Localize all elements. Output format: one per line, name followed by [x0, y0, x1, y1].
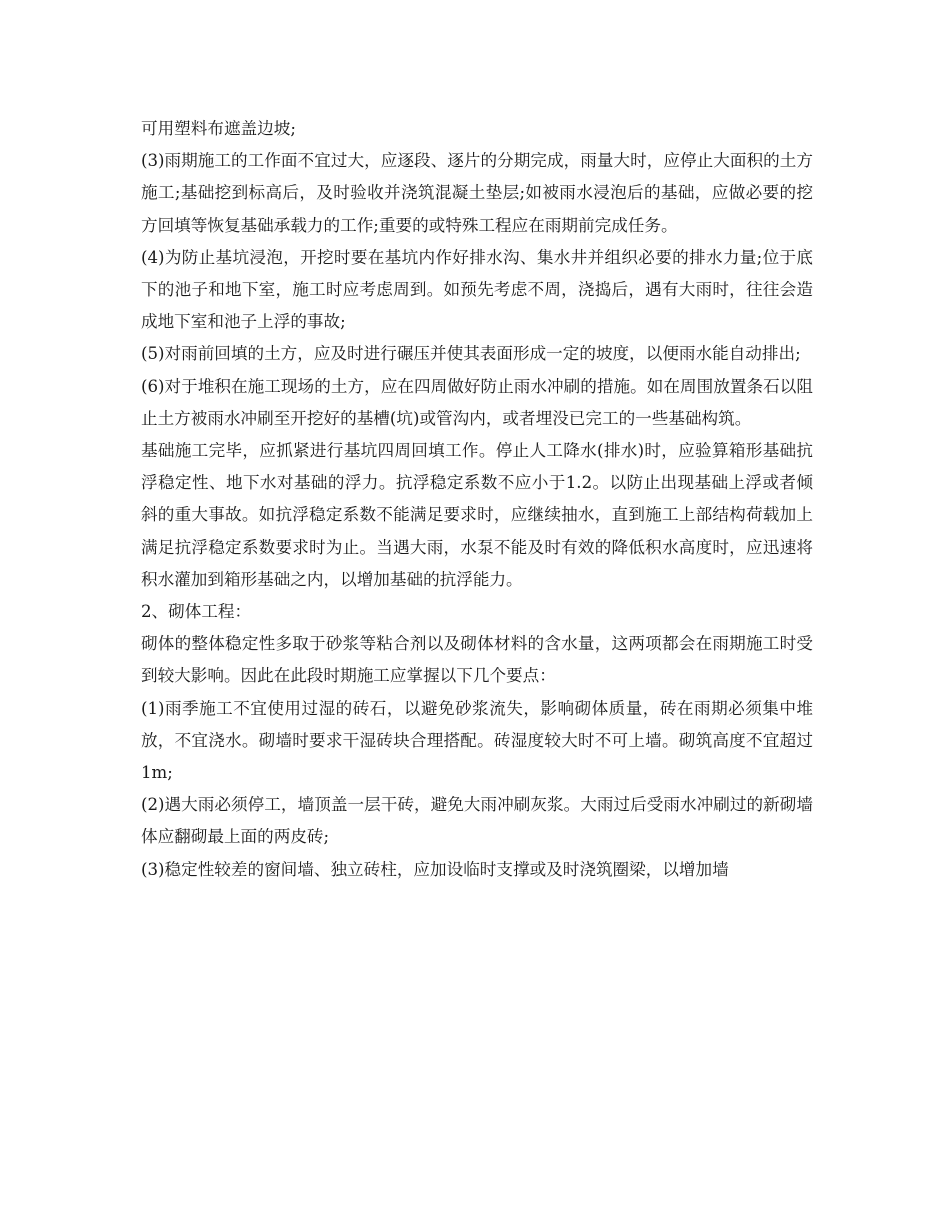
document-page: [141, 113, 813, 886]
paragraph-item-3: (3)雨期施工的工作面不宜过大，应逐段、逐片的分期完成，雨量大时，应停止大面积的土方施工;基础挖到标高后，及时验收并浇筑混凝土垫层;如被雨水浸泡后的基础，应做必要的挖方回填等恢复基础承载力的工作;重要的或特殊工程应在雨期前完成任务。: [141, 151, 813, 235]
paragraph-masonry-item-1: (1)雨季施工不宜使用过湿的砖石，以避免砂浆流失，影响砌体质量，砖在雨期必须集中堆放，不宜浇水。砌墙时要求干湿砖块合理搭配。砖湿度较大时不可上墙。砌筑高度不宜超过1m;: [141, 698, 813, 783]
paragraph-cover-slope: 可用塑料布遮盖边坡;: [141, 119, 296, 138]
paragraph-item-6: (6)对于堆积在施工现场的土方，应在四周做好防止雨水冲刷的措施。如在周围放置条石以阻止土方被雨水冲刷至开挖好的基槽(坑)或管沟内，或者埋没已完工的一些基础构筑。: [141, 376, 813, 428]
paragraph-masonry-item-2: (2)遇大雨必须停工，墙顶盖一层干砖，避免大雨冲刷灰浆。大雨过后受雨水冲刷过的新砌墙体应翻砌最上面的两皮砖;: [141, 795, 813, 847]
paragraph-backfill: 基础施工完毕，应抓紧进行基坑四周回填工作。停止人工降水(排水)时，应验算箱形基础抗浮稳定性、地下水对基础的浮力。抗浮稳定系数不应小于1.2。以防止出现基础上浮或者倾斜的重大事故。如抗浮稳定系数不能满足要求时，应继续抽水，直到施工上部结构荷载加上满足抗浮稳定系数要求时为止。当遇大雨，水泵不能及时有效的降低积水高度时，应迅速将积水灌加到箱形基础之内，以增加基础的抗浮能力。: [141, 441, 813, 589]
paragraph-item-4: (4)为防止基坑浸泡，开挖时要在基坑内作好排水沟、集水井并组织必要的排水力量;位于底下的池子和地下室，施工时应考虑周到。如预先考虑不周，浇捣后，遇有大雨时，往往会造成地下室和池子上浮的事故;: [141, 247, 813, 332]
paragraph-masonry-item-3: (3)稳定性较差的窗间墙、独立砖柱，应加设临时支撑或及时浇筑圈梁，以增加墙: [141, 859, 729, 879]
paragraph-item-5: (5)对雨前回填的土方，应及时进行碾压并使其表面形成一定的坡度，以便雨水能自动排出;: [141, 344, 801, 364]
section-heading-masonry: 2、砌体工程：: [141, 602, 252, 622]
paragraph-masonry-intro: 砌体的整体稳定性多取于砂浆等粘合剂以及砌体材料的含水量，这两项都会在雨期施工时受到较大影响。因此在此段时期施工应掌握以下几个要点：: [141, 634, 813, 686]
